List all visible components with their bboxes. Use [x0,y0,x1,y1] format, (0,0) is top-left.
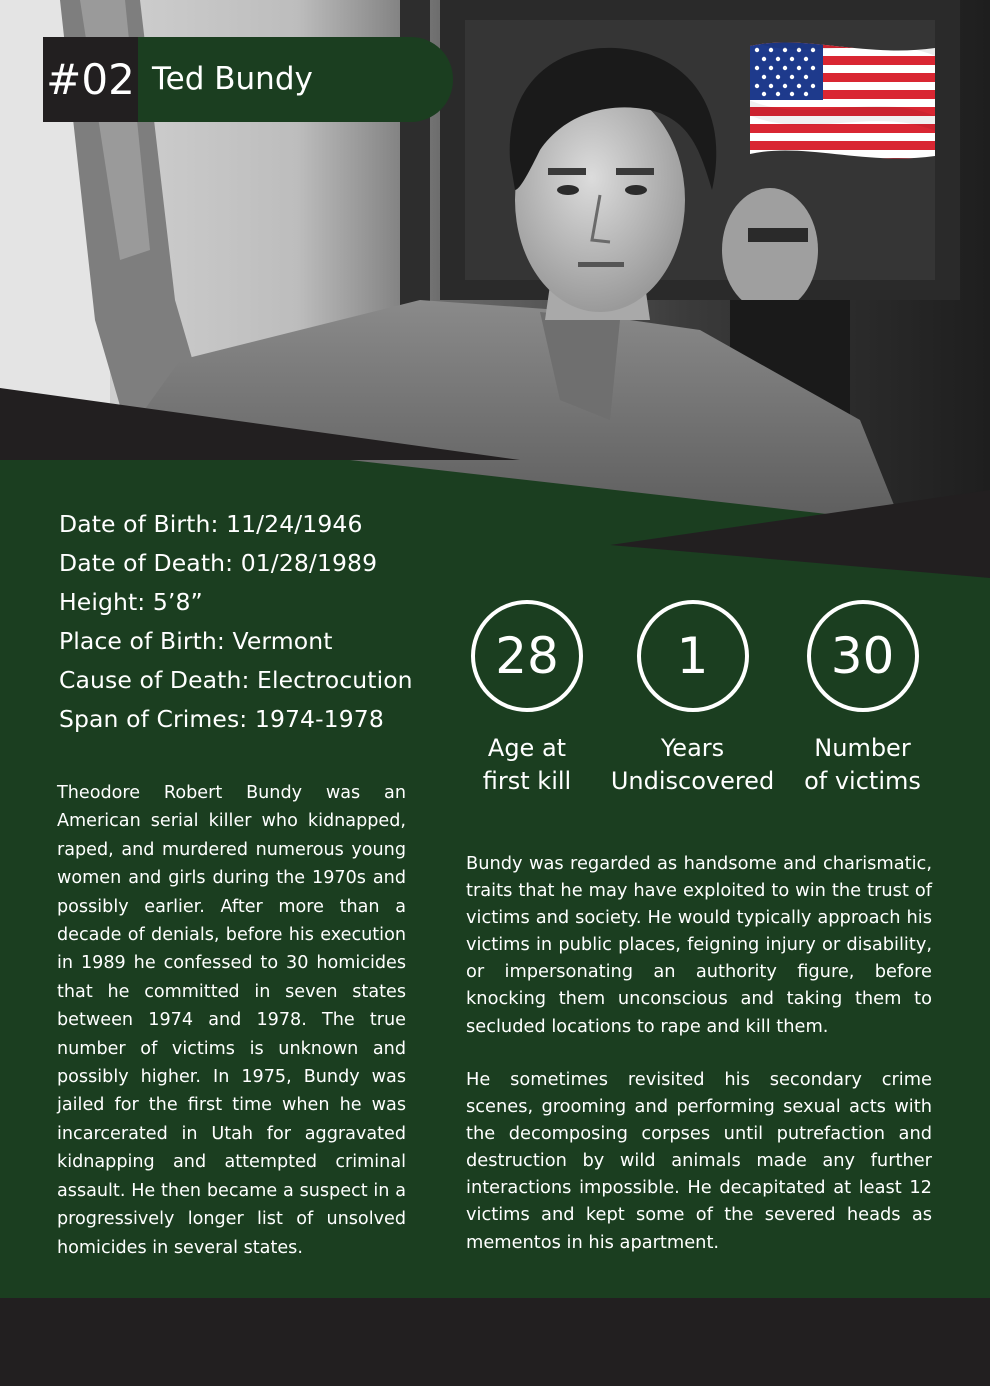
stat-label: Number of victims [804,734,921,795]
stat-age-first-kill [447,600,607,798]
stat-years-undiscovered [600,600,785,798]
fact-height: Height: 5’8” [59,588,203,616]
fact-date-of-death: Date of Death: 01/28/1989 [59,549,378,577]
us-flag-icon [745,38,940,168]
killer-name: Ted Bundy [152,61,313,97]
stat-label: Age at first kill [482,734,572,795]
stat-value: 30 [807,600,919,712]
fact-cause-of-death: Cause of Death: Electrocution [59,666,413,694]
bio-right-paragraph-2: He sometimes revisited his secondary crime scenes, grooming and performing sexual acts with the decomposing corpses until putrefaction and destruction by wild animals made any further interactions impossible. He decapitated at least 12 victims and kept some of the severed heads as mementos in his apartment. [466,1069,932,1253]
bio-right-paragraph-1: Bundy was regarded as handsome and charismatic, traits that he may have exploited to win the trust of victims and society. He would typically approach his victims in public places, feigning injury or disability, or impersonating an authority figure, before knocking them unconscious and taking them to secluded locations to rape and kill them. [466,853,932,1037]
stat-value: 1 [637,600,749,712]
stat-number-of-victims [785,600,940,798]
facts-list [59,505,413,739]
bio-left-paragraph: Theodore Robert Bundy was an American serial killer who kidnapped, raped, and murdered numerous young women and girls during the 1970s and possibly earlier. After more than a decade of denials, before his execution in 1989 he confessed to 30 homicides that he committed in seven states between 1974 and 1978. The true number of victims is unknown and possibly higher. In 1975, Bundy was jailed for the first time when he was incarcerated in Utah for aggravated kidnapping and attempted criminal assault. He then became a suspect in a progressively longer list of unsolved homicides in several states. [57,783,406,1258]
stat-label: Years Undiscovered [610,734,775,795]
fact-date-of-birth: Date of Birth: 11/24/1946 [59,510,363,538]
rank-badge: #02 [43,37,138,122]
fact-place-of-birth: Place of Birth: Vermont [59,627,333,655]
footer-band [0,1298,990,1386]
fact-span-of-crimes: Span of Crimes: 1974-1978 [59,705,384,733]
stat-value: 28 [471,600,583,712]
